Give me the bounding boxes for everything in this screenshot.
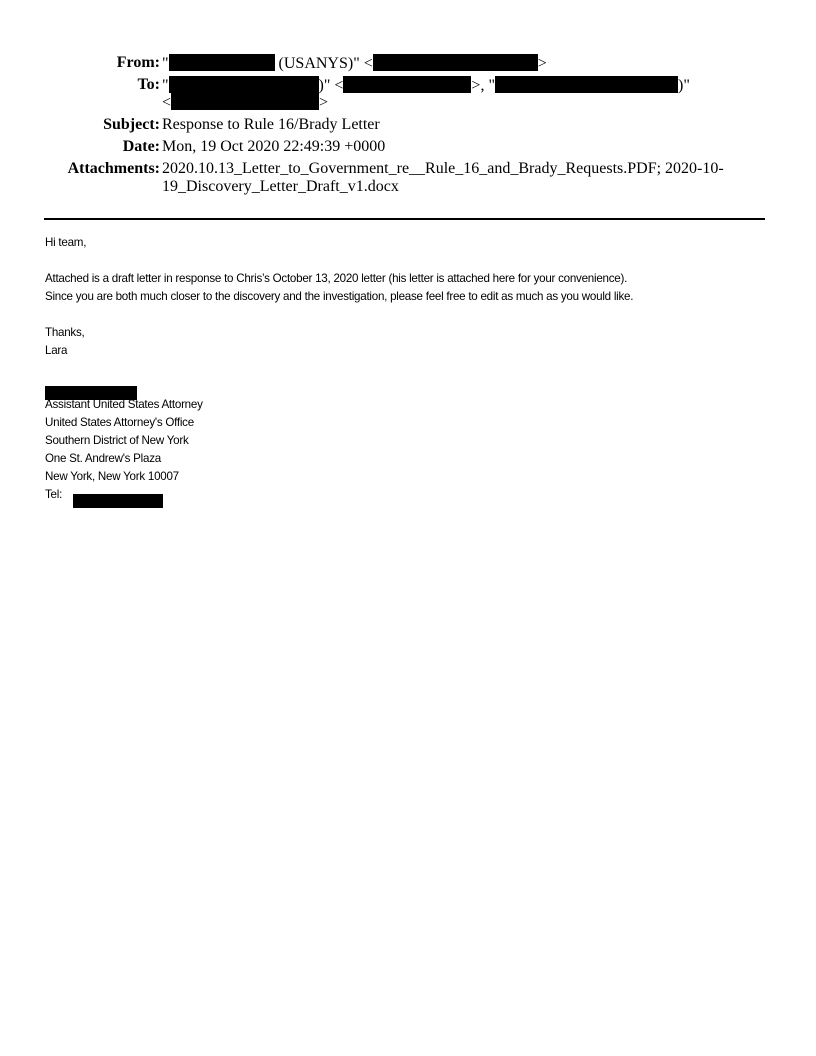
redaction [169, 76, 319, 93]
date-value: Mon, 19 Oct 2020 22:49:39 +0000 [162, 138, 386, 155]
from-label: From: [116, 54, 160, 71]
attachment-link[interactable]: 19_Discovery_Letter_Draft_v1.docx [162, 178, 399, 195]
redaction [495, 76, 678, 93]
signature-tel-label: Tel: [45, 488, 63, 501]
closing: Thanks, [45, 326, 85, 339]
attachment-link[interactable]: 2020.10.13_Letter_to_Government_re__Rule_16_and_Brady_Requests.PDF; 2020-10- [162, 160, 724, 177]
header-divider [44, 218, 765, 220]
subject-label: Subject: [103, 116, 160, 133]
to-label: To: [137, 76, 160, 93]
sender-name: Lara [45, 344, 68, 357]
body-paragraph-line: Attached is a draft letter in response to Chris’s October 13, 2020 letter (his letter is attached here for your convenience). [45, 272, 628, 285]
greeting: Hi team, [45, 236, 87, 249]
signature-address: One St. Andrew's Plaza [45, 452, 161, 465]
redaction [373, 54, 538, 71]
redaction [343, 76, 471, 93]
redaction [73, 494, 163, 508]
signature-office: United States Attorney's Office [45, 416, 194, 429]
redaction [171, 93, 319, 110]
attachments-label: Attachments: [67, 160, 160, 177]
signature-address: New York, New York 10007 [45, 470, 179, 483]
signature-title: Assistant United States Attorney [45, 398, 203, 411]
subject-value: Response to Rule 16/Brady Letter [162, 116, 380, 133]
redaction [169, 54, 275, 71]
body-paragraph-line: Since you are both much closer to the discovery and the investigation, please feel free to edit as much as you would like. [45, 290, 634, 303]
date-label: Date: [122, 138, 160, 155]
signature-district: Southern District of New York [45, 434, 189, 447]
